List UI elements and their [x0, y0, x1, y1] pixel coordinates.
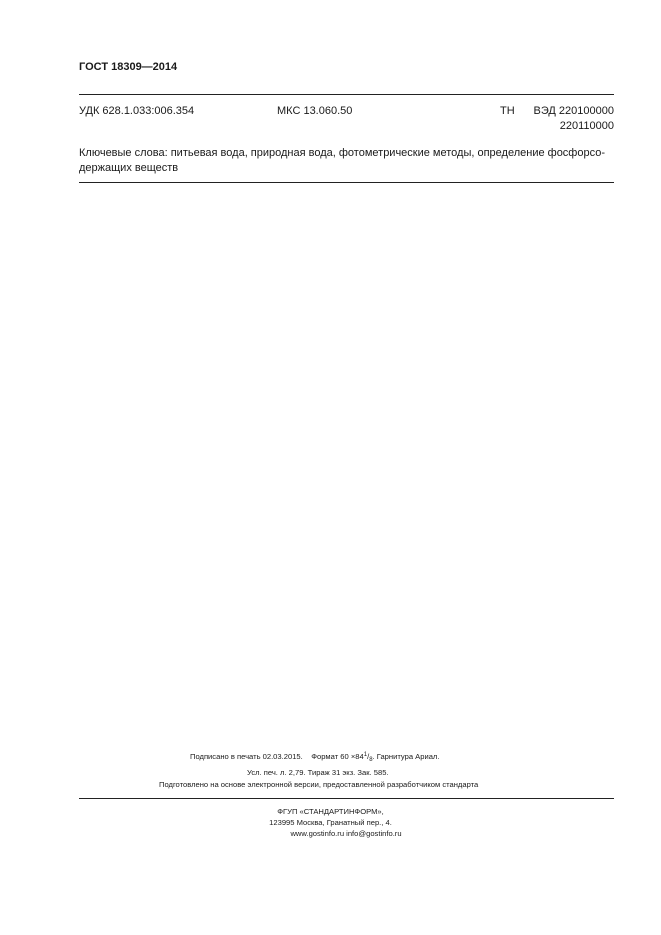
header-divider	[79, 94, 614, 95]
standard-number: ГОСТ 18309—2014	[79, 61, 178, 73]
format-denominator: 8	[369, 757, 373, 763]
publisher-name: ФГУП «СТАНДАРТИНФОРМ»,	[277, 807, 384, 816]
ved-code-2: 220110000	[559, 120, 614, 132]
imprint-line-1: Подписано в печать 02.03.2015. Формат $60 \times 84^1/_8$. Гарнитура Ариал.	[190, 752, 440, 763]
signed-date: Подписано в печать 02.03.2015.	[190, 752, 303, 761]
font-label: . Гарнитура Ариал.	[372, 752, 440, 761]
mks-code: МКС 13.060.50	[277, 105, 353, 117]
publisher-contacts: www.gostinfo.ru info@gostinfo.ru	[290, 829, 402, 838]
udc-code: УДК 628.1.033:006.354	[79, 105, 195, 117]
format-prefix: Формат 60 ×84	[311, 752, 364, 761]
tn-label: ТН	[500, 105, 515, 117]
imprint-line-2: Усл. печ. л. 2,79. Тираж 31 экз. Зак. 585.	[247, 768, 389, 777]
imprint-divider	[79, 798, 614, 799]
ved-code-1: ВЭД 220100000	[533, 105, 614, 117]
keywords-divider	[79, 182, 614, 183]
keywords: Ключевые слова: питьевая вода, природная вода, фотометрические методы, определение фосфорсо-держащих веществ	[79, 147, 606, 174]
imprint-line-3: Подготовлено на основе электронной версии, предоставленной разработчиком стандарта	[159, 780, 479, 789]
format-numerator: 1	[363, 752, 368, 758]
publisher-address: 123995 Москва, Гранатный пер., 4.	[269, 818, 392, 827]
